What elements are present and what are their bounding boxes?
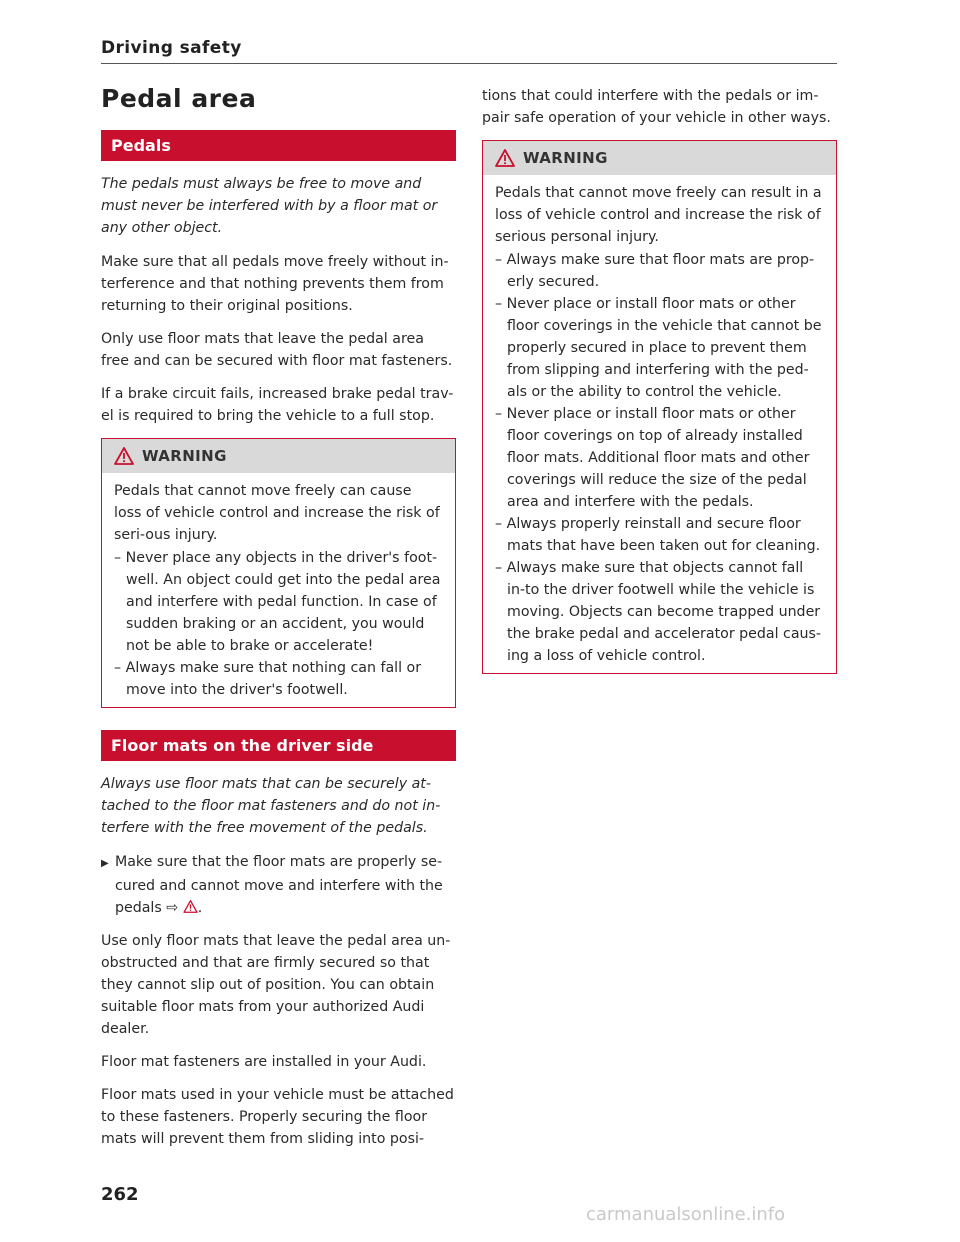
warning-label: WARNING [523,149,608,167]
header-divider [101,63,837,64]
warning-header [483,141,836,175]
section-heading-floor-mats: Floor mats on the driver side [101,730,456,761]
warning-item: – Always make sure that objects cannot fall in-to the driver footwell while the vehicle is moving. Objects can become trapped under the brake pedal and accelerator pedal caus-ing a loss of vehicle control. [495,557,824,667]
step-text: Make sure that the floor mats are properly se-cured and cannot move and interfere with the pedals [115,854,443,916]
warning-triangle-icon [114,447,134,465]
running-header: Driving safety [101,38,242,58]
warning-item: – Always make sure that nothing can fall or move into the driver's footwell. [114,657,443,701]
warning-item: – Never place or install floor mats or other floor coverings on top of already installed floor mats. Additional floor mats and other coverings will reduce the size of the pedal area and interfere with the pedals. [495,403,824,513]
warning-box-floor-mats [482,140,837,674]
warning-item: – Always properly reinstall and secure floor mats that have been taken out for cleaning. [495,513,824,557]
warning-triangle-icon[interactable] [183,900,198,913]
instruction-step: ▶ Make sure that the floor mats are properly se-cured and cannot move and interfere with the pedals ⇨ . [101,854,443,916]
warning-list [114,547,443,701]
watermark: carmanualsonline.info [586,1204,786,1225]
arrow-right-icon: ▶ [101,858,109,869]
paragraph: Make sure that all pedals move freely without in-terference and that nothing prevents them from returning to their original positions. [101,254,449,314]
paragraph: Floor mats used in your vehicle must be attached to these fasteners. Properly securing the floor mats will prevent them from sliding into posi- [101,1087,454,1147]
paragraph: Floor mat fasteners are installed in your Audi. [101,1054,427,1070]
intro-floor-mats: Always use floor mats that can be securely at-tached to the floor mat fasteners and do not in-terfere with the free movement of the pedals. [101,776,441,836]
right-column [482,85,837,696]
left-column [101,82,456,1161]
page-title: Pedal area [101,84,257,113]
warning-item: – Always make sure that floor mats are prop-erly secured. [495,249,824,293]
cross-reference-arrow[interactable]: ⇨ [166,900,179,916]
page-number: 262 [101,1184,139,1205]
warning-item: – Never place any objects in the driver's foot-well. An object could get into the pedal area and interfere with pedal function. In case of sudden braking or an accident, you would not be able to brake or accelerate! [114,547,443,657]
warning-item: – Never place or install floor mats or other floor coverings in the vehicle that cannot be properly secured in place to prevent them from slipping and interfering with the ped-als or the ability to control the vehicle. [495,293,824,403]
paragraph: If a brake circuit fails, increased brake pedal trav-el is required to bring the vehicle to a full stop. [101,386,454,424]
warning-triangle-icon [495,149,515,167]
paragraph: Use only floor mats that leave the pedal area un-obstructed and that are firmly secured so that they cannot slip out of position. You can obtain suitable floor mats from your authorized Audi dealer. [101,933,451,1037]
warning-label: WARNING [142,447,227,465]
warning-box-pedals [101,438,456,708]
warning-list [495,249,824,667]
warning-header [102,439,455,473]
paragraph: Only use floor mats that leave the pedal area free and can be secured with floor mat fasteners. [101,331,453,369]
section-heading-pedals: Pedals [101,130,456,161]
paragraph-continuation: tions that could interfere with the pedals or im-pair safe operation of your vehicle in other ways. [482,88,831,126]
warning-text: Pedals that cannot move freely can cause loss of vehicle control and increase the risk of seri-ous injury. [114,483,440,543]
intro-pedals: The pedals must always be free to move and must never be interfered with by a floor mat or any other object. [101,176,438,236]
warning-text: Pedals that cannot move freely can result in a loss of vehicle control and increase the risk of serious personal injury. [495,185,822,245]
